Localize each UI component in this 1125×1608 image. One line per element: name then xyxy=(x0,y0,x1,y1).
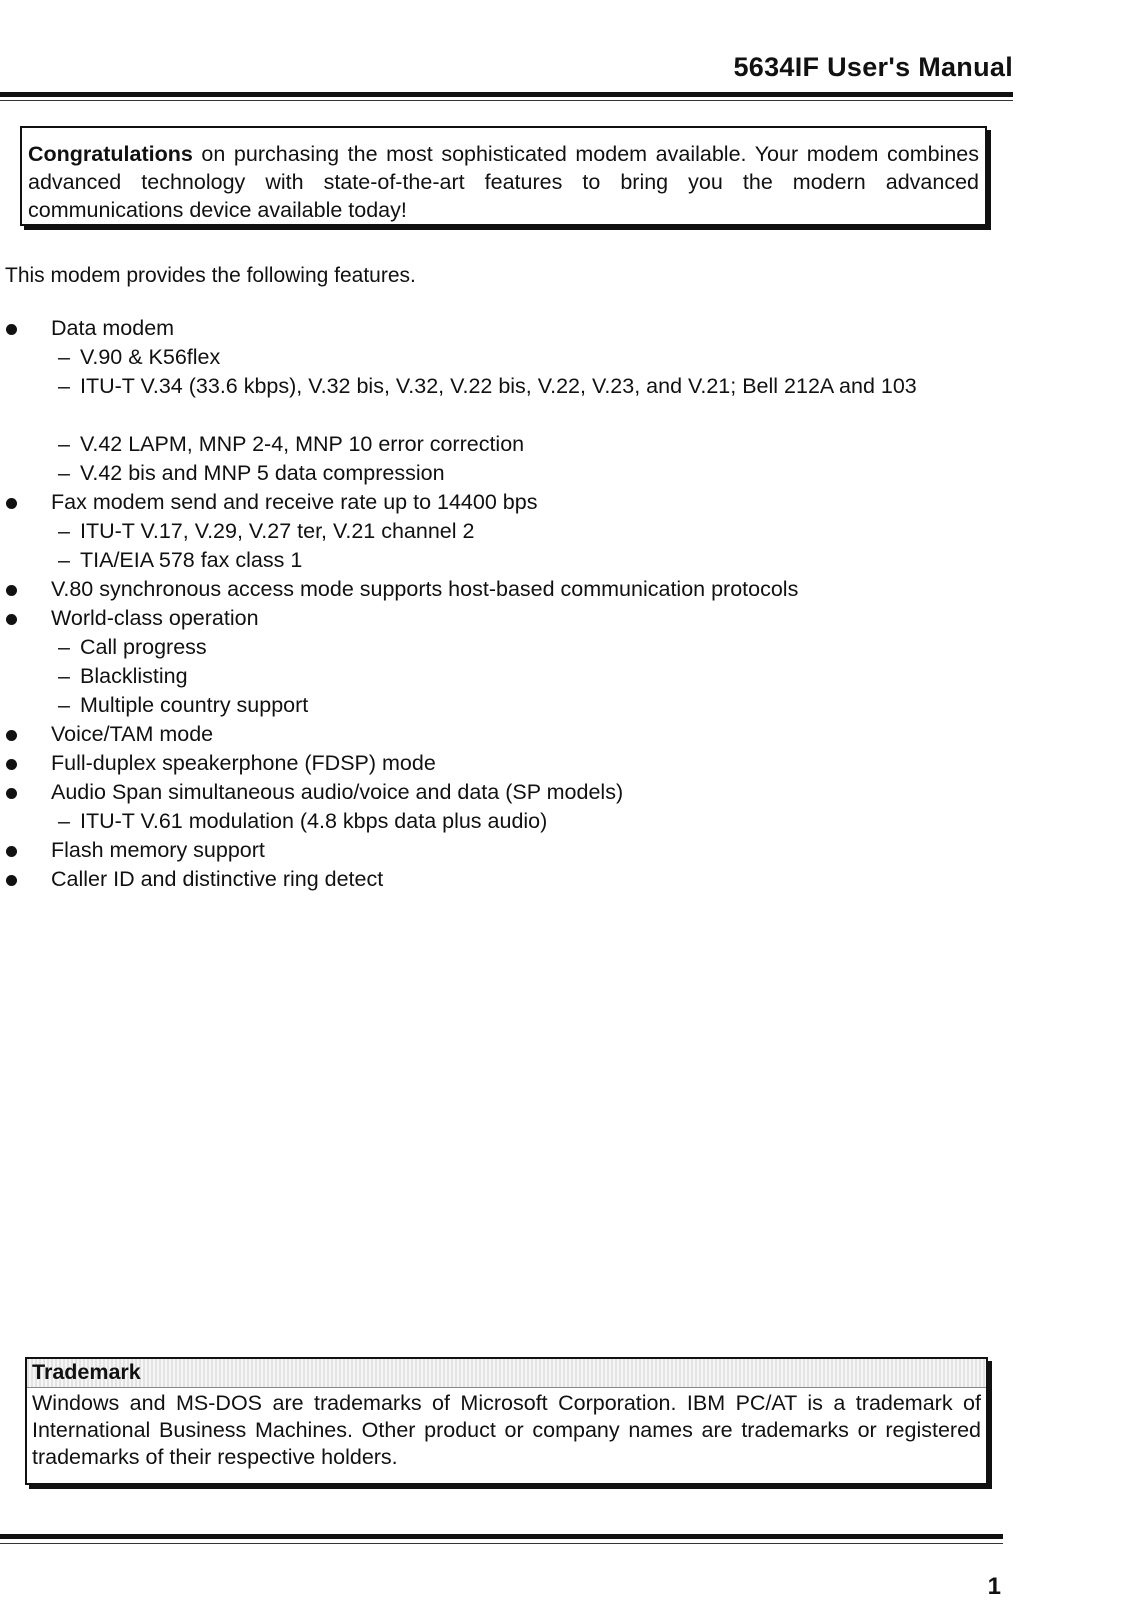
footer-rule xyxy=(0,1534,1003,1539)
page-header-title: 5634IF User's Manual xyxy=(733,52,1013,82)
bullet-icon xyxy=(6,759,17,770)
dash-icon: – xyxy=(58,635,70,659)
feature-subitem: – V.90 & K56flex xyxy=(0,343,1080,372)
dash-icon: – xyxy=(58,693,70,717)
feature-item xyxy=(0,778,1080,807)
feature-subitem: – ITU-T V.34 (33.6 kbps), V.32 bis, V.32, V.22 bis, V.22, V.23, and V.21; Bell 212A and 103 xyxy=(0,372,1080,430)
feature-item xyxy=(0,749,1080,778)
page-number: 1 xyxy=(987,1573,1001,1600)
feature-item xyxy=(0,488,1080,517)
congratulations-text: on purchasing the most sophisticated modem available. Your modem combines advanced technology with state-of-the-art features to bring you the modern advanced communications device available today! xyxy=(28,142,979,222)
bullet-icon xyxy=(6,846,17,857)
footer-rule-thin xyxy=(0,1543,1003,1544)
bullet-icon xyxy=(6,875,17,886)
feature-item xyxy=(0,836,1080,865)
dash-icon: – xyxy=(58,461,70,485)
feature-label: World-class operation xyxy=(51,606,259,630)
header-rule-thin xyxy=(0,100,1013,101)
bullet-icon xyxy=(6,585,17,596)
feature-item xyxy=(0,604,1080,633)
feature-item xyxy=(0,720,1080,749)
feature-label: V.80 synchronous access mode supports host-based communication protocols xyxy=(51,577,799,601)
dash-icon: – xyxy=(58,809,70,833)
feature-list xyxy=(0,314,1080,894)
feature-subitem: – Call progress xyxy=(0,633,1080,662)
feature-subitem: – ITU-T V.61 modulation (4.8 kbps data plus audio) xyxy=(0,807,1080,836)
feature-label: Audio Span simultaneous audio/voice and data (SP models) xyxy=(51,780,624,804)
features-intro: This modem provides the following features. xyxy=(5,264,416,287)
feature-subitem: – V.42 LAPM, MNP 2-4, MNP 10 error correction xyxy=(0,430,1080,459)
feature-subitem: – TIA/EIA 578 fax class 1 xyxy=(0,546,1080,575)
dash-icon: – xyxy=(58,548,70,572)
congratulations-lead: Congratulations xyxy=(28,142,193,166)
bullet-icon xyxy=(6,498,17,509)
bullet-icon xyxy=(6,324,17,335)
feature-item xyxy=(0,865,1080,894)
feature-item xyxy=(0,314,1080,343)
dash-icon: – xyxy=(58,374,70,398)
trademark-text: Windows and MS-DOS are trademarks of Microsoft Corporation. IBM PC/AT is a trademark of International Business Machines. Other product or company names are trademarks or registered trademarks of their respective holders. xyxy=(32,1391,981,1469)
congratulations-box xyxy=(20,126,987,226)
feature-item xyxy=(0,575,1080,604)
feature-label: Flash memory support xyxy=(51,838,265,862)
trademark-box xyxy=(25,1357,988,1485)
feature-subitem: – Blacklisting xyxy=(0,662,1080,691)
bullet-icon xyxy=(6,614,17,625)
feature-label: Caller ID and distinctive ring detect xyxy=(51,867,384,891)
trademark-heading: Trademark xyxy=(27,1359,986,1388)
bullet-icon xyxy=(6,730,17,741)
feature-label: Fax modem send and receive rate up to 14400 bps xyxy=(51,490,538,514)
feature-subitem: – Multiple country support xyxy=(0,691,1080,720)
dash-icon: – xyxy=(58,432,70,456)
bullet-icon xyxy=(6,788,17,799)
feature-subitem: – V.42 bis and MNP 5 data compression xyxy=(0,459,1080,488)
header-rule xyxy=(0,92,1013,97)
dash-icon: – xyxy=(58,519,70,543)
dash-icon: – xyxy=(58,345,70,369)
feature-label: Full-duplex speakerphone (FDSP) mode xyxy=(51,751,436,775)
feature-subitem: – ITU-T V.17, V.29, V.27 ter, V.21 channel 2 xyxy=(0,517,1080,546)
dash-icon: – xyxy=(58,664,70,688)
feature-label: Data modem xyxy=(51,316,175,340)
feature-label: Voice/TAM mode xyxy=(51,722,214,746)
